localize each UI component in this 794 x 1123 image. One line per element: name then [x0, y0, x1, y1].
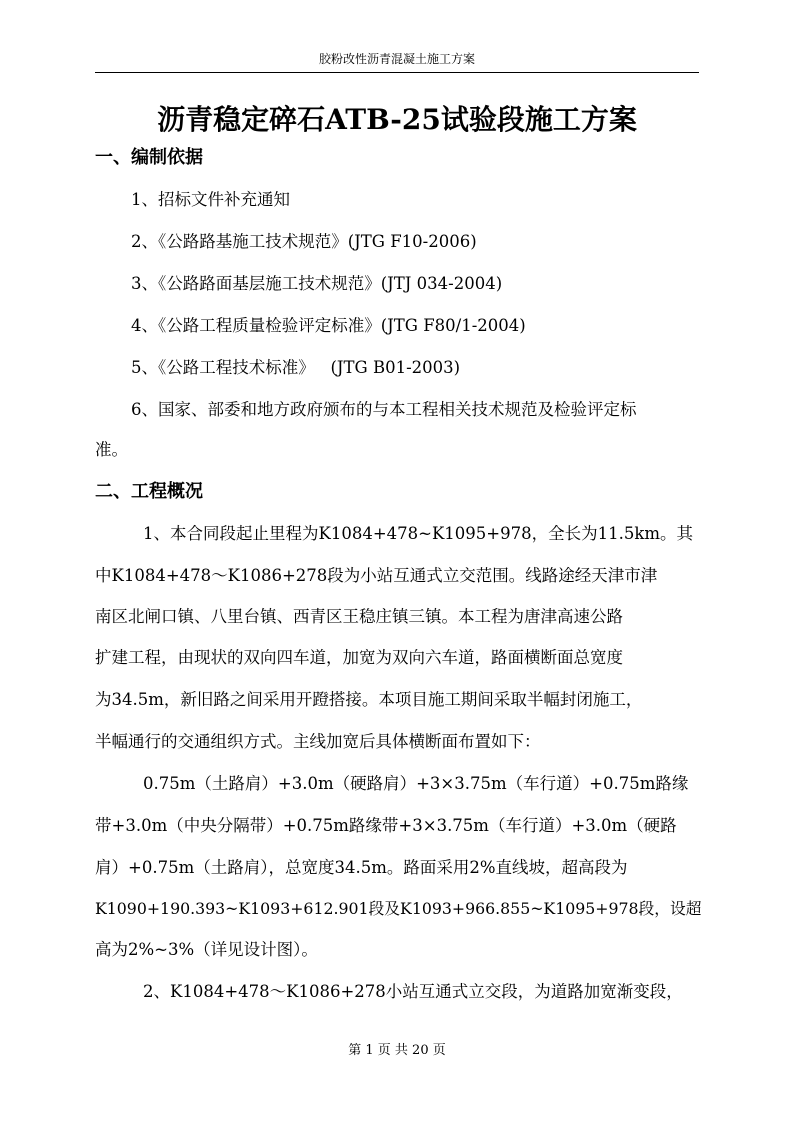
overview-para1-line-5: 为34.5m，新旧路之间采用开蹬搭接。本项目施工期间采取半幅封闭施工， — [95, 690, 643, 709]
section-heading-overview: 二、工程概况 — [95, 481, 203, 502]
header-rule — [95, 72, 699, 73]
page-footer: 第 1 页 共 20 页 — [348, 1043, 446, 1058]
overview-para1-line-2: 中K1084+478～K1086+278段为小站互通式立交范围。线路途经天津市津 — [95, 566, 658, 585]
page-header: 胶粉改性沥青混凝土施工方案 — [318, 52, 475, 66]
overview-para1-line-4: 扩建工程，由现状的双向四车道，加宽为双向六车道，路面横断面总宽度 — [95, 648, 623, 667]
document-title: 沥青稳定碎石ATB-25试验段施工方案 — [157, 103, 637, 136]
basis-item-1: 1、招标文件补充通知 — [131, 190, 290, 209]
overview-para2-line-5: 高为2%~3%（详见设计图）。 — [95, 940, 318, 959]
basis-item-4: 4、《公路工程质量检验评定标准》(JTG F80/1-2004) — [131, 316, 526, 335]
section-heading-basis: 一、编制依据 — [95, 147, 203, 168]
basis-item-5: 5、《公路工程技术标准》 (JTG B01-2003) — [131, 358, 461, 377]
overview-para2-line-4: K1090+190.393~K1093+612.901段及K1093+966.855~K1095+978段，设超 — [95, 899, 702, 918]
basis-item-2: 2、《公路路基施工技术规范》(JTG F10-2006) — [131, 232, 477, 251]
basis-item-3: 3、《公路路面基层施工技术规范》(JTJ 034-2004) — [131, 274, 503, 293]
overview-para1-line-1: 1、本合同段起止里程为K1084+478~K1095+978，全长为11.5km。其 — [143, 524, 693, 543]
basis-item-6-line-1: 6、国家、部委和地方政府颁布的与本工程相关技术规范及检验评定标 — [131, 400, 637, 419]
overview-para1-line-3: 南区北闸口镇、八里台镇、西青区王稳庄镇三镇。本工程为唐津高速公路 — [95, 607, 623, 626]
overview-para2-line-2: 带+3.0m（中央分隔带）+0.75m路缘带+3×3.75m（车行道）+3.0m（硬路 — [95, 816, 677, 835]
overview-para2-line-3: 肩）+0.75m（土路肩），总宽度34.5m。路面采用2%直线坡，超高段为 — [95, 858, 628, 877]
basis-item-6-line-2: 准。 — [95, 440, 128, 459]
overview-para1-line-6: 半幅通行的交通组织方式。主线加宽后具体横断面布置如下： — [95, 732, 541, 751]
overview-para2-line-1: 0.75m（土路肩）+3.0m（硬路肩）+3×3.75m（车行道）+0.75m路缘 — [143, 774, 689, 793]
overview-para3-line-1: 2、K1084+478～K1086+278小站互通式立交段，为道路加宽渐变段， — [143, 982, 683, 1001]
